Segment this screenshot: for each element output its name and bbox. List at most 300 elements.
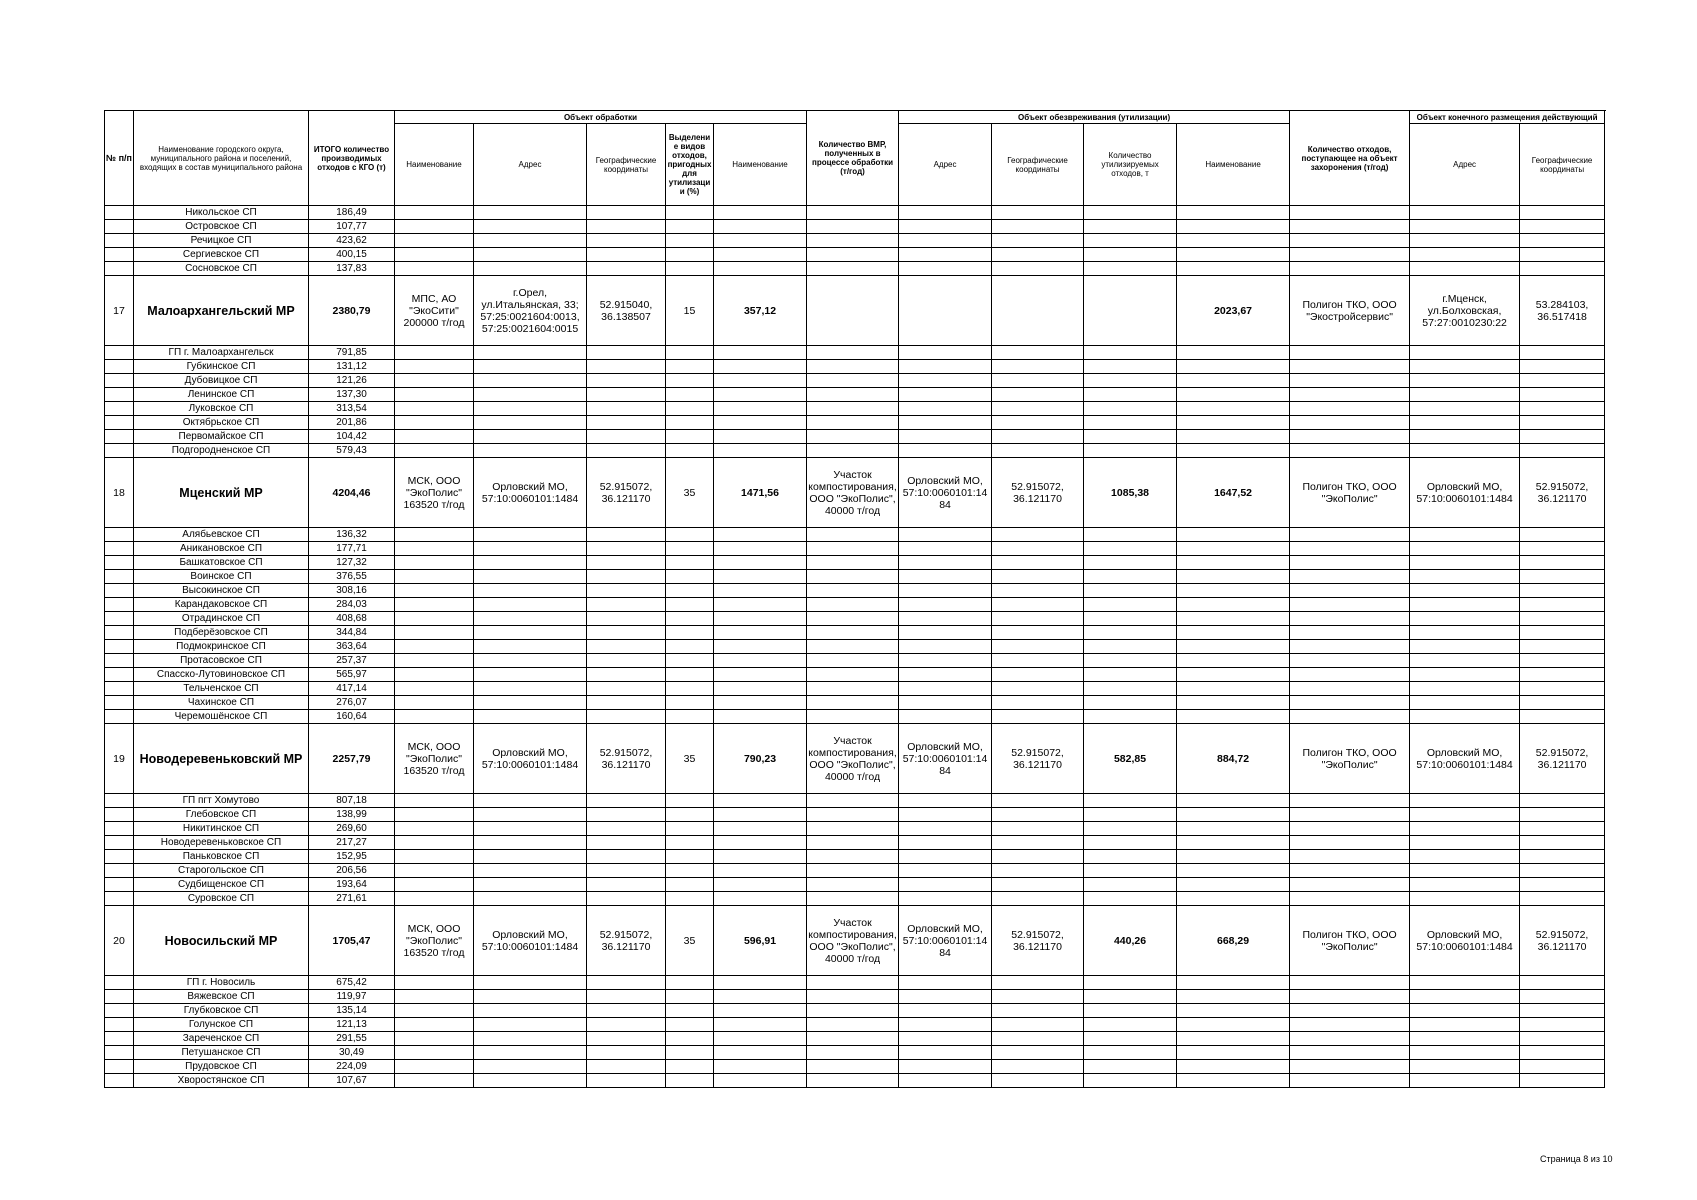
empty-cell [807, 808, 899, 822]
empty-cell [474, 626, 587, 640]
empty-cell [105, 402, 134, 416]
empty-cell [899, 1074, 992, 1088]
empty-cell [1290, 598, 1410, 612]
empty-cell [1084, 1074, 1177, 1088]
empty-cell [807, 612, 899, 626]
empty-cell [1084, 836, 1177, 850]
empty-cell [807, 570, 899, 584]
empty-cell [1520, 990, 1605, 1004]
empty-cell [105, 822, 134, 836]
empty-cell [1520, 976, 1605, 990]
empty-cell [395, 836, 474, 850]
col-header-d-coords: Географические координаты [1520, 124, 1605, 206]
empty-cell [587, 654, 666, 668]
settlement-name: Никольское СП [134, 206, 309, 220]
empty-cell [1177, 556, 1290, 570]
empty-cell [395, 584, 474, 598]
empty-cell [1290, 1060, 1410, 1074]
empty-cell [1177, 444, 1290, 458]
empty-cell [587, 416, 666, 430]
empty-cell [666, 1060, 714, 1074]
district-total: 2380,79 [309, 276, 395, 346]
empty-cell [899, 584, 992, 598]
empty-cell [1290, 388, 1410, 402]
settlement-name: Глубковское СП [134, 1004, 309, 1018]
settlement-row [105, 542, 1605, 556]
settlement-name: Никитинское СП [134, 822, 309, 836]
empty-cell [1410, 1004, 1520, 1018]
empty-cell [1290, 220, 1410, 234]
empty-cell [395, 1004, 474, 1018]
settlement-name: Черемошёнское СП [134, 710, 309, 724]
settlement-name: Сосновское СП [134, 262, 309, 276]
settlement-name: Башкатовское СП [134, 556, 309, 570]
empty-cell [395, 206, 474, 220]
empty-cell [1177, 220, 1290, 234]
empty-cell [474, 402, 587, 416]
empty-cell [1177, 416, 1290, 430]
settlement-total: 177,71 [309, 542, 395, 556]
settlement-name: Высокинское СП [134, 584, 309, 598]
empty-cell [105, 794, 134, 808]
empty-cell [474, 430, 587, 444]
empty-cell [105, 374, 134, 388]
empty-cell [899, 556, 992, 570]
empty-cell [666, 696, 714, 710]
empty-cell [807, 1074, 899, 1088]
empty-cell [105, 836, 134, 850]
empty-cell [1520, 444, 1605, 458]
empty-cell [1410, 402, 1520, 416]
empty-cell [807, 360, 899, 374]
settlement-row [105, 668, 1605, 682]
col-header-t-coords: Географические координаты [587, 124, 666, 206]
empty-cell [1290, 794, 1410, 808]
empty-cell [666, 668, 714, 682]
empty-cell [105, 556, 134, 570]
district-n-coords [992, 276, 1084, 346]
empty-cell [1520, 696, 1605, 710]
empty-cell [395, 626, 474, 640]
district-vmr: 596,91 [714, 906, 807, 976]
district-t-address: Орловский МО, 57:10:0060101:1484 [474, 906, 587, 976]
empty-cell [807, 598, 899, 612]
empty-cell [1290, 262, 1410, 276]
empty-cell [1084, 262, 1177, 276]
empty-cell [899, 444, 992, 458]
empty-cell [1410, 234, 1520, 248]
settlement-name: Спасско-Лутовиновское СП [134, 668, 309, 682]
empty-cell [395, 654, 474, 668]
settlement-total: 271,61 [309, 892, 395, 906]
district-d-name: Полигон ТКО, ООО "ЭкоПолис" [1290, 906, 1410, 976]
empty-cell [1410, 346, 1520, 360]
empty-cell [474, 1060, 587, 1074]
district-n-address: Орловский МО, 57:10:0060101:1484 [899, 724, 992, 794]
empty-cell [1177, 850, 1290, 864]
empty-cell [666, 388, 714, 402]
empty-cell [1520, 668, 1605, 682]
district-total: 1705,47 [309, 906, 395, 976]
empty-cell [1084, 402, 1177, 416]
empty-cell [1084, 990, 1177, 1004]
empty-cell [714, 794, 807, 808]
empty-cell [714, 248, 807, 262]
empty-cell [587, 374, 666, 388]
settlement-row [105, 682, 1605, 696]
empty-cell [807, 682, 899, 696]
settlement-row [105, 528, 1605, 542]
empty-cell [807, 528, 899, 542]
empty-cell [1520, 262, 1605, 276]
empty-cell [1410, 206, 1520, 220]
empty-cell [395, 598, 474, 612]
empty-cell [992, 528, 1084, 542]
settlement-name: Суровское СП [134, 892, 309, 906]
empty-cell [1177, 822, 1290, 836]
empty-cell [899, 388, 992, 402]
empty-cell [105, 864, 134, 878]
empty-cell [807, 220, 899, 234]
empty-cell [899, 990, 992, 1004]
district-n-qty: 582,85 [1084, 724, 1177, 794]
district-name: Новосильский МР [134, 906, 309, 976]
empty-cell [807, 430, 899, 444]
settlement-total: 224,09 [309, 1060, 395, 1074]
empty-cell [666, 346, 714, 360]
settlement-name: Хворостянское СП [134, 1074, 309, 1088]
district-d-coords: 52.915072, 36.121170 [1520, 906, 1605, 976]
empty-cell [714, 864, 807, 878]
empty-cell [395, 262, 474, 276]
settlement-name: Подберёзовское СП [134, 626, 309, 640]
empty-cell [395, 1032, 474, 1046]
empty-cell [105, 1074, 134, 1088]
empty-cell [395, 710, 474, 724]
empty-cell [105, 206, 134, 220]
empty-cell [899, 598, 992, 612]
empty-cell [666, 402, 714, 416]
empty-cell [1520, 850, 1605, 864]
empty-cell [992, 1074, 1084, 1088]
settlement-row [105, 850, 1605, 864]
col-header-d-name: Наименование [1177, 124, 1290, 206]
settlement-total: 791,85 [309, 346, 395, 360]
empty-cell [992, 220, 1084, 234]
settlement-name: ГП пгт Хомутово [134, 794, 309, 808]
empty-cell [714, 402, 807, 416]
settlement-total: 201,86 [309, 416, 395, 430]
empty-cell [395, 668, 474, 682]
col-header-t-share: Выделение видов отходов, пригодных для утилизации (%) [666, 124, 714, 206]
empty-cell [1084, 878, 1177, 892]
district-t-coords: 52.915072, 36.121170 [587, 724, 666, 794]
settlement-row [105, 262, 1605, 276]
empty-cell [1410, 542, 1520, 556]
empty-cell [474, 612, 587, 626]
district-num: 17 [105, 276, 134, 346]
empty-cell [899, 682, 992, 696]
empty-cell [714, 1074, 807, 1088]
settlement-row [105, 864, 1605, 878]
settlement-name: Отрадинское СП [134, 612, 309, 626]
empty-cell [1290, 528, 1410, 542]
empty-cell [1177, 542, 1290, 556]
empty-cell [1520, 1018, 1605, 1032]
empty-cell [1290, 430, 1410, 444]
empty-cell [105, 696, 134, 710]
district-name: Малоархангельский МР [134, 276, 309, 346]
empty-cell [474, 864, 587, 878]
empty-cell [105, 346, 134, 360]
empty-cell [992, 430, 1084, 444]
empty-cell [587, 850, 666, 864]
empty-cell [992, 374, 1084, 388]
empty-cell [714, 822, 807, 836]
empty-cell [105, 640, 134, 654]
empty-cell [714, 640, 807, 654]
empty-cell [1177, 612, 1290, 626]
empty-cell [807, 444, 899, 458]
empty-cell [1410, 262, 1520, 276]
empty-cell [1410, 416, 1520, 430]
settlement-row [105, 654, 1605, 668]
empty-cell [474, 570, 587, 584]
empty-cell [807, 1046, 899, 1060]
district-num: 19 [105, 724, 134, 794]
district-d-coords: 53.284103, 36.517418 [1520, 276, 1605, 346]
settlement-total: 376,55 [309, 570, 395, 584]
empty-cell [1177, 696, 1290, 710]
empty-cell [992, 892, 1084, 906]
empty-cell [899, 528, 992, 542]
empty-cell [587, 878, 666, 892]
empty-cell [899, 836, 992, 850]
empty-cell [395, 220, 474, 234]
empty-cell [992, 584, 1084, 598]
empty-cell [1410, 850, 1520, 864]
empty-cell [1290, 1046, 1410, 1060]
empty-cell [899, 878, 992, 892]
empty-cell [666, 794, 714, 808]
empty-cell [1520, 682, 1605, 696]
district-row [105, 458, 1605, 528]
empty-cell [714, 570, 807, 584]
empty-cell [1177, 584, 1290, 598]
empty-cell [1177, 976, 1290, 990]
empty-cell [992, 836, 1084, 850]
district-disposal-qty: 884,72 [1177, 724, 1290, 794]
empty-cell [474, 388, 587, 402]
empty-cell [899, 374, 992, 388]
empty-cell [395, 864, 474, 878]
settlement-total: 291,55 [309, 1032, 395, 1046]
settlement-name: Сергиевское СП [134, 248, 309, 262]
district-n-qty [1084, 276, 1177, 346]
empty-cell [1084, 556, 1177, 570]
empty-cell [395, 360, 474, 374]
empty-cell [1084, 1004, 1177, 1018]
settlement-row [105, 892, 1605, 906]
empty-cell [474, 556, 587, 570]
settlement-name: Первомайское СП [134, 430, 309, 444]
empty-cell [666, 682, 714, 696]
empty-cell [395, 892, 474, 906]
empty-cell [1177, 1004, 1290, 1018]
col-header-disposal-qty: Количество отходов, поступающее на объект захоронения (т/год) [1290, 111, 1410, 206]
empty-cell [587, 598, 666, 612]
empty-cell [1084, 360, 1177, 374]
empty-cell [587, 542, 666, 556]
empty-cell [666, 612, 714, 626]
settlement-row [105, 640, 1605, 654]
settlement-total: 119,97 [309, 990, 395, 1004]
empty-cell [714, 584, 807, 598]
settlement-total: 308,16 [309, 584, 395, 598]
empty-cell [1290, 556, 1410, 570]
empty-cell [1290, 1032, 1410, 1046]
empty-cell [1410, 794, 1520, 808]
settlement-row [105, 206, 1605, 220]
district-name: Новодеревеньковский МР [134, 724, 309, 794]
empty-cell [1410, 990, 1520, 1004]
empty-cell [395, 542, 474, 556]
empty-cell [666, 626, 714, 640]
empty-cell [105, 570, 134, 584]
empty-cell [587, 1004, 666, 1018]
empty-cell [807, 1004, 899, 1018]
empty-cell [666, 878, 714, 892]
empty-cell [1177, 360, 1290, 374]
empty-cell [587, 892, 666, 906]
district-d-address: Орловский МО, 57:10:0060101:1484 [1410, 906, 1520, 976]
empty-cell [105, 892, 134, 906]
empty-cell [1520, 864, 1605, 878]
empty-cell [1084, 234, 1177, 248]
empty-cell [1290, 668, 1410, 682]
empty-cell [992, 682, 1084, 696]
empty-cell [807, 654, 899, 668]
col-header-num: № п/п [105, 111, 134, 206]
empty-cell [1290, 234, 1410, 248]
empty-cell [474, 360, 587, 374]
empty-cell [1177, 234, 1290, 248]
empty-cell [807, 668, 899, 682]
empty-cell [474, 808, 587, 822]
empty-cell [992, 1060, 1084, 1074]
empty-cell [587, 206, 666, 220]
empty-cell [395, 1060, 474, 1074]
col-header-n-address: Адрес [899, 124, 992, 206]
district-n-name [807, 276, 899, 346]
empty-cell [899, 220, 992, 234]
empty-cell [1410, 682, 1520, 696]
empty-cell [395, 234, 474, 248]
empty-cell [992, 416, 1084, 430]
empty-cell [587, 444, 666, 458]
empty-cell [1410, 668, 1520, 682]
empty-cell [1520, 360, 1605, 374]
settlement-row [105, 598, 1605, 612]
empty-cell [1177, 654, 1290, 668]
empty-cell [899, 822, 992, 836]
empty-cell [714, 654, 807, 668]
settlement-total: 135,14 [309, 1004, 395, 1018]
empty-cell [474, 584, 587, 598]
empty-cell [992, 878, 1084, 892]
empty-cell [992, 990, 1084, 1004]
empty-cell [666, 220, 714, 234]
empty-cell [395, 402, 474, 416]
empty-cell [1410, 430, 1520, 444]
settlement-total: 30,49 [309, 1046, 395, 1060]
district-row [105, 276, 1605, 346]
settlement-total: 193,64 [309, 878, 395, 892]
district-d-coords: 52.915072, 36.121170 [1520, 724, 1605, 794]
district-n-coords: 52.915072, 36.121170 [992, 458, 1084, 528]
empty-cell [1177, 626, 1290, 640]
district-t-coords: 52.915072, 36.121170 [587, 458, 666, 528]
col-header-n-qty: Количество утилизируемых отходов, т [1084, 124, 1177, 206]
empty-cell [1290, 822, 1410, 836]
empty-cell [899, 402, 992, 416]
col-header-n-name: Наименование [714, 124, 807, 206]
empty-cell [1084, 864, 1177, 878]
settlement-row [105, 990, 1605, 1004]
settlement-total: 400,15 [309, 248, 395, 262]
empty-cell [105, 444, 134, 458]
empty-cell [1177, 682, 1290, 696]
empty-cell [395, 976, 474, 990]
empty-cell [1084, 444, 1177, 458]
empty-cell [474, 416, 587, 430]
empty-cell [807, 206, 899, 220]
empty-cell [1520, 346, 1605, 360]
empty-cell [666, 1018, 714, 1032]
settlement-total: 579,43 [309, 444, 395, 458]
empty-cell [105, 710, 134, 724]
empty-cell [395, 416, 474, 430]
empty-cell [714, 696, 807, 710]
settlement-total: 257,37 [309, 654, 395, 668]
empty-cell [1084, 206, 1177, 220]
empty-cell [587, 430, 666, 444]
settlement-row [105, 822, 1605, 836]
empty-cell [1084, 388, 1177, 402]
empty-cell [899, 1060, 992, 1074]
empty-cell [1520, 836, 1605, 850]
col-header-n-coords: Географические координаты [992, 124, 1084, 206]
settlement-row [105, 402, 1605, 416]
empty-cell [1410, 640, 1520, 654]
empty-cell [899, 1046, 992, 1060]
empty-cell [1410, 696, 1520, 710]
empty-cell [1520, 248, 1605, 262]
empty-cell [587, 248, 666, 262]
empty-cell [1084, 612, 1177, 626]
settlement-row [105, 612, 1605, 626]
empty-cell [587, 388, 666, 402]
empty-cell [1177, 598, 1290, 612]
district-vmr: 357,12 [714, 276, 807, 346]
settlement-row [105, 248, 1605, 262]
empty-cell [666, 892, 714, 906]
empty-cell [587, 402, 666, 416]
empty-cell [992, 808, 1084, 822]
empty-cell [1410, 1060, 1520, 1074]
empty-cell [992, 976, 1084, 990]
empty-cell [1290, 570, 1410, 584]
